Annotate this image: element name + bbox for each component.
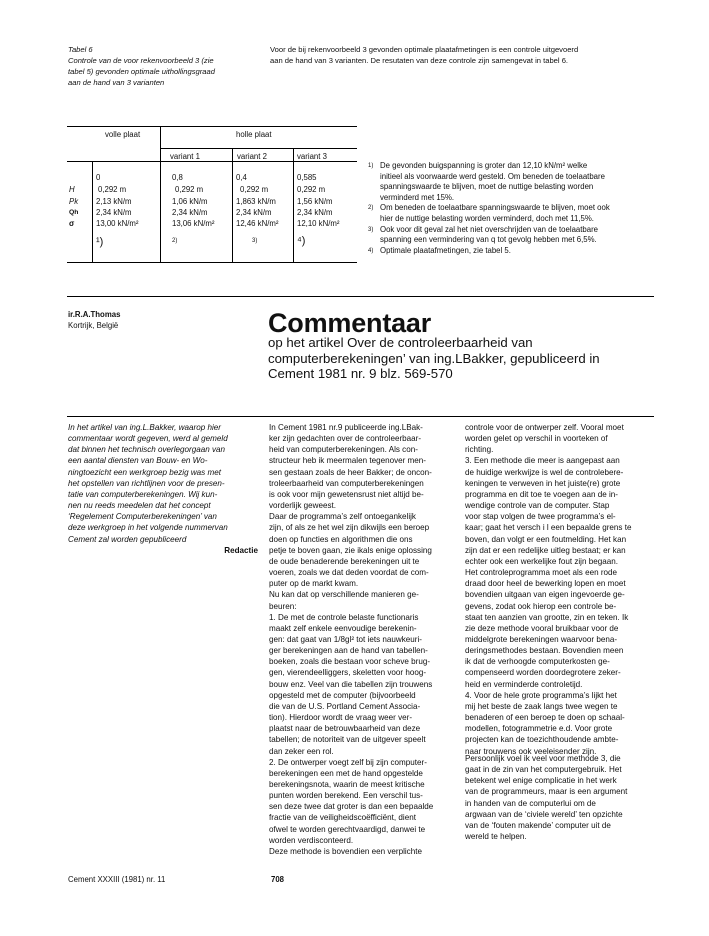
text-line: wendige controle van de computer. Stap [465,501,610,511]
text-line: bouw enz. Veel van die tabellen zijn trouwens [269,679,433,689]
row-label: Qh [69,209,79,216]
text-line: tatie van computerberekeningen. Wij kun- [68,489,218,499]
text-line: dan zeker een rol. [269,746,334,756]
text-line: projecten kan de toezichthoudende ambte- [465,735,619,745]
article-subtitle [268,335,658,382]
table-cell: 1,06 kN/m [172,197,208,206]
text-line: tion). Hierdoor wordt de vraag weer ver- [269,713,413,723]
column-3-closing [465,753,655,842]
text-line: een aantal diensten van Bouw- en Wo- [68,456,208,466]
text-line: zie deze methode vooral bruikbaar voor de [465,623,619,633]
text-line: deze werkgroep in het volgende nummervan [68,523,228,533]
text-line: naar trouwens ook veeleisender zijn. [465,746,597,756]
text-line: ger berekeningen aan de hand van tabellen- [269,646,428,656]
text-line: worden verdisconteerd. [269,835,354,845]
text-line: ker zijn gedachten over de controleerbaar- [269,434,422,444]
table-cell: 2,34 kN/m [236,208,272,217]
text-line: gen, vierendeelliggers, skeletten voor hoog- [269,668,427,678]
text-line: vorderlijk geweest. [269,501,337,511]
text-line: Daar de programma’s zelf ontoegankelijk [269,512,416,522]
text-line: heid van computerberekeningen. Als con- [269,445,418,455]
variant-header: variant 1 [170,152,200,161]
text-line: puter op de markt kwam. [269,579,359,589]
table-cell: 0,8 [172,173,183,182]
text-line: argwaan van de ‘civiele wereld’ ten opzichte [465,809,623,819]
text-line: nen nu reeds meedelen dat het concept [68,501,211,511]
footnote-line: Om beneden de toelaatbare spanningswaarde te blijven, moet ook [380,203,610,213]
table-cell: 0,292 m [240,185,269,194]
header-hollow: holle plaat [236,130,272,139]
table-note: ⁴) [297,235,306,247]
table-cell: 13,00 kN/m² [96,219,139,228]
text-line: petje te boven gaan, zie ikals enige oplossing [269,545,432,555]
table-cell: 2,34 kN/m [96,208,132,217]
text-line: van de ‘fouten makende’ computer uit de [465,820,611,830]
text-line: programma en dit toe te voegen aan de in- [465,489,618,499]
table-cell: 0,292 m [98,185,127,194]
header-solid: volle plaat [105,130,141,139]
footnote-line: De gevonden buigspanning is groter dan 12,10 kN/m² welke [380,161,588,170]
table-note: 3) [252,238,258,244]
text-line: Deze methode is bovendien een verplichte [269,846,422,856]
divider [67,296,654,297]
author-block [68,310,120,331]
text-line: middelgrote berekeningen waarvoor bena- [465,634,618,644]
text-line: worden gelet op verschil in voorteken of [465,434,608,444]
text-line: keningen te verweven in het juiste(re) grote [465,478,621,488]
row-label: Pk [69,197,79,206]
caption-line: Tabel 6 [68,45,93,54]
text-line: troleerbaarheid van computerberekeningen [269,478,424,488]
text-line: gaat in de zin van het computergebruik. Het [465,765,622,775]
text-line: berekeningsnota, waarin de meest kritische [269,780,425,789]
intro-line: aan de hand van 3 varianten. De resutaten van deze controle zijn samengevat in tabel 6. [270,56,569,65]
text-line: ofwel te worden gerechtvaardigd, danwei te [269,824,426,834]
text-line: de oude benaderende berekeningen uit te [269,556,420,566]
text-line: Cement zal worden gepubliceerd [68,534,187,544]
text-line: in handen van de computerlui om de [465,798,596,808]
text-line: staat ten aanzien van grootte, zin en teken. Ik [465,612,629,622]
text-line: is ook voor mijn gewetensrust niet altijd be- [269,489,424,499]
column-2 [269,422,457,857]
subtitle-line: computerberekeningen’ van ing.LBakker, gepubliceerd in [268,350,600,366]
table-cell: 0,585 [297,173,317,182]
subtitle-line: op het artikel Over de controleerbaarheid van [268,335,533,350]
table-cell: 2,13 kN/m [96,197,132,206]
footnote-line: Ook voor dit geval zal het niet overschrijden van de toelaatbare [380,224,599,234]
editor-sign: Redactie [224,545,258,555]
table-cell: 0 [96,173,101,182]
text-line: dat binnen het technisch overlegorgaan van [68,445,226,455]
text-line: controle voor de ontwerper zelf. Vooral moet [465,423,624,432]
text-line: ‘Regelement Computerberekeningen’ van [68,512,217,522]
caption-line: Controle van de voor rekenvoorbeeld 3 (zie [68,56,214,65]
text-line: de huidige werkwijze is wel de controlebere- [465,467,624,477]
row-label: H [69,185,75,194]
footnote-mark: 2) [368,205,374,212]
editor-intro [68,422,258,556]
text-line: 4. Voor de hele grote programma’s lijkt het [465,690,617,700]
text-line: plaatst naar de betrouwbaarheid van deze [269,724,421,734]
footnote-line: spanning een vermindering van q tot gevolg hebben met 6,5%. [380,235,597,245]
footer-journal: Cement XXXIII (1981) nr. 11 [68,875,166,884]
text-line: punten worden berekend. Een verschil tus- [269,791,423,801]
table-cell: 0,292 m [175,185,204,194]
text-line: boven, dan volgt er een foutmelding. Het kan [465,534,627,544]
text-line: zijn, of als ze het wel zijn dikwijls een beroep [269,523,430,533]
text-line: het opstellen van richtlijnen voor de presen- [68,478,225,488]
page-number: 708 [271,875,285,884]
table-cell: 1,863 kN/m [236,197,276,206]
intro-line: Voor de bij rekenvoorbeeld 3 gevonden optimale plaatafmetingen is een controle uitgevoerd [270,45,579,54]
text-line: betekent wel enige complicatie in het werk [465,776,617,786]
text-line: benaderen of een beroep te doen op schaal- [465,713,625,723]
text-line: Het controleprogramma moet als een rode [465,568,618,578]
text-line: 3. Een methode die meer is aangepast aan [465,456,620,466]
text-line: voeren, zoals we dat deden voordat de com- [269,568,429,578]
footnote-line: spanningswaarde te blijven, moet de nuttige belasting worden [380,182,594,192]
text-line: Nu kan dat op verschillende manieren ge- [269,590,419,600]
text-line: In het artikel van ing.L.Bakker, waarop hier [68,423,221,432]
table-caption [68,44,268,88]
text-line: berekeningen een met de hand opgestelde [269,768,423,778]
text-line: draad door heel de bewerking lopen en moet [465,579,626,589]
text-line: wereld te helpen. [465,832,527,842]
table-cell: 12,46 kN/m² [236,219,279,228]
table-note: 2) [172,238,178,244]
footnotes [368,161,654,256]
column-3 [465,422,655,757]
text-line: ik dat de verhoogde computerkosten ge- [465,657,610,667]
subtitle-line: Cement 1981 nr. 9 blz. 569-570 [268,366,453,381]
text-line: zijn dat er een redelijke uitleg bestaat; er kan [465,545,626,555]
text-line: van de programmeurs, maar is een argument [465,787,628,797]
table-cell: 1,56 kN/m [297,197,333,206]
table-cell: 13,06 kN/m² [172,219,215,228]
table-cell: 2,34 kN/m [297,208,333,217]
text-line: doen op functies en algorithmen die ons [269,534,413,544]
text-line: mij het beste de zaak langs twee wegen te [465,701,618,711]
footnote-line: initieel als voorwaarde werd gesteld. Om beneden de toelaatbare [380,171,605,181]
footnote-mark: 1) [368,163,374,169]
text-line: gen: dat gaat van 1/8gl² tot iets nauwkeuri- [269,634,422,644]
text-line: richting. [465,445,494,455]
author-name: ir.R.A.Thomas [68,310,121,319]
text-line: In Cement 1981 nr.9 publiceerde ing.LBak- [269,423,423,432]
table-cell: 0,4 [236,173,247,182]
text-line: maakt zelf enkele eenvoudige berekenin- [269,623,417,633]
row-label: σ [69,219,75,228]
text-line: tabellen; de notoriteit van de uitgever speelt [269,735,426,745]
text-line: echter ook een werkelijke fout zijn begaan. [465,556,618,566]
caption-line: tabel 5) gevonden optimale uithollingsgraad [68,67,215,76]
text-line: voor stap volgen de twee programma’s el- [465,512,616,522]
text-line: modellen, fotogrammetrie e.d. Voor grote [465,724,613,734]
table-cell: 2,34 kN/m [172,208,208,217]
text-line: boeken, zoals die bestaan voor scheve brug- [269,657,431,667]
text-line: compenseerd worden doordegrotere zeker- [465,668,621,678]
text-line: beuren: [269,601,297,611]
text-line: structeur heb ik meermalen tegenover men- [269,456,427,466]
footnote-mark: 3) [368,226,374,233]
footnote-mark: 4) [368,247,374,254]
table-cell: 12,10 kN/m² [297,219,340,228]
text-line: fractie van de veiligheidscoëfficiënt, dient [269,813,416,823]
text-line: opgesteld met de computer (bijvoorbeeld [269,690,416,700]
text-line: deringsmethodes bestaan. Bovendien meen [465,646,624,656]
author-place: Kortrijk, België [68,320,119,330]
variant-header: variant 2 [237,152,267,161]
article-title: Commentaar [268,308,432,338]
text-line: sen gestaan zoals de heer Bakker; de oncon- [269,467,432,477]
variant-header: variant 3 [297,152,327,161]
footnote-line: verminderd met 15%. [380,192,455,202]
intro-text [270,44,650,66]
text-line: 1. De met de controle belaste functionaris [269,612,419,622]
text-line: kaar; gaat het versch i l een bepaalde grens te [465,523,632,533]
caption-line: aan de hand van 3 varianten [68,78,165,87]
text-line: gevens, zodat ook hierop een controle be- [465,601,617,611]
text-line: heid en verminderde controletijd. [465,679,583,689]
divider [67,416,654,417]
text-line: commentaar wordt gegeven, werd al gemeld [68,434,228,444]
footnote-line: hier de nuttige belasting worden verminderd, doch met 11,5%. [380,213,594,223]
table-note: ¹) [96,236,104,248]
footnote-line: Optimale plaatafmetingen, zie tabel 5. [380,245,511,255]
text-line: Persoonlijk voel ik veel voor methode 3, die [465,754,621,763]
text-line: 2. De ontwerper voegt zelf bij zijn computer- [269,757,427,767]
table-cell: 0,292 m [297,185,326,194]
text-line: sen deze twee dat groter is dan een bepaalde [269,802,434,812]
text-line: bovendien uitgaan van eigen ingevoerde ge- [465,590,625,600]
text-line: ningtoezicht een werkgroep bezig was met [68,467,221,477]
text-line: die van de U.S. Portland Cement Associa- [269,701,421,711]
